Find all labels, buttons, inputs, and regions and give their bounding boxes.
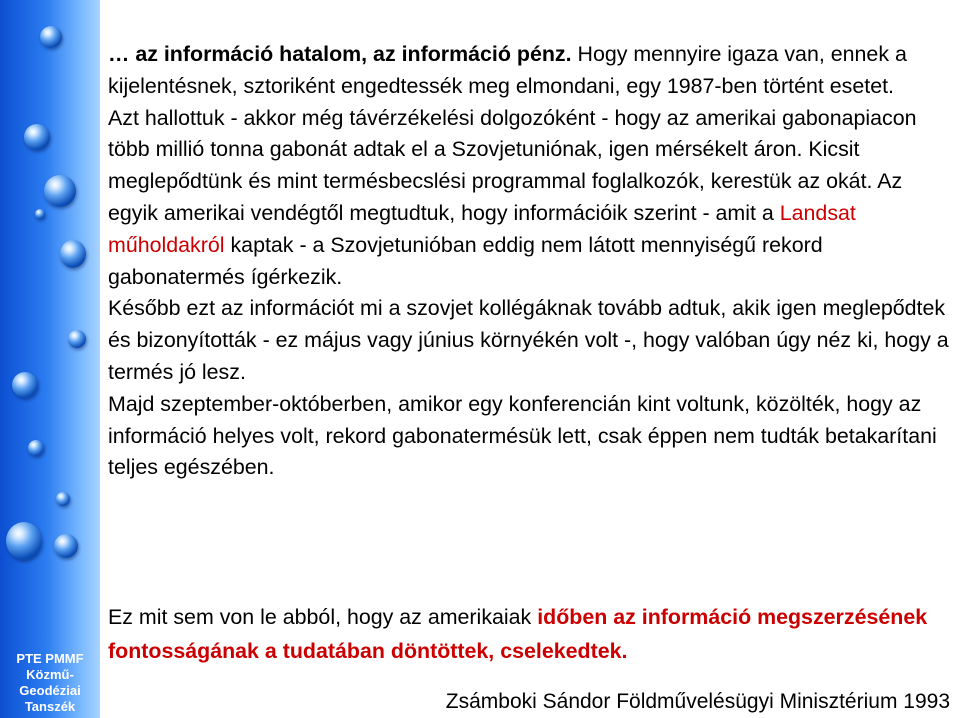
department-label-line: PTE PMMF [16, 651, 84, 666]
paragraph-autumn: Majd szeptember-októberben, amikor egy konferencián kint voltunk, közölték, hogy az információ helyes volt, rekord gabonatermésük lett, csak éppen nem tudták betakarítani teljes egészében. [108, 391, 937, 480]
bubble-decoration [56, 492, 70, 506]
conclusion-plain: Ez mit sem von le abból, hogy az amerikaiak [108, 605, 538, 629]
conclusion-paragraph [108, 600, 953, 668]
intro-bold-statement: … az információ hatalom, az információ pénz. [108, 42, 572, 66]
paragraph-intro [108, 39, 953, 103]
department-label-line: Közmű- [26, 667, 74, 682]
bubble-decoration [28, 440, 44, 456]
bubble-decoration [24, 124, 50, 150]
sidebar [0, 0, 100, 718]
department-label-line: Tanszék [24, 699, 76, 714]
bubble-decoration [44, 175, 76, 207]
story-text-before: Azt hallottuk - akkor még távérzékelési dolgozóként - hogy az amerikai gabonapiacon több millió tonna gabonát adtak el a Szovjetuniónak, igen mérsékelt áron. Kicsit meglepődtünk és mint termésbecslési programmal foglalkozók, kerestük az okát. Az egyik amerikai vendégtől megtudtuk, hogy információik szerint - amit a [108, 105, 917, 225]
conclusion-highlight: időben az információ megszerzésének fontosságának a tudatában döntöttek, cselekedtek. [108, 605, 928, 663]
bubble-decoration [60, 240, 86, 268]
main-text [108, 39, 953, 484]
paragraph-story [108, 103, 953, 294]
department-label-line: Geodéziai [19, 683, 81, 698]
bubble-decoration [54, 534, 78, 558]
bubble-decoration [40, 26, 62, 48]
intro-rest: Hogy mennyire igaza van, ennek a kijelentésnek, sztoriként engedtessék meg elmondani, egy 1987-ben történt esetet. [108, 42, 907, 98]
bubble-decoration [35, 209, 45, 219]
bubble-decoration [68, 330, 86, 348]
bubble-decoration [12, 372, 38, 398]
bubble-decoration [6, 522, 42, 560]
citation: Zsámboki Sándor Földművelésügyi Minisztérium 1993 [445, 690, 950, 713]
story-text-after: kaptak - a Szovjetunióban eddig nem látott mennyiségű rekord gabonatermés ígérkezik. [108, 232, 823, 289]
department-label [0, 651, 100, 715]
landsat-highlight: Landsat műholdakról [108, 200, 856, 257]
paragraph-later: Később ezt az információt mi a szovjet kollégáknak tovább adtuk, akik igen meglepődtek és bizonyították - ez május vagy június környékén volt -, hogy valóban úgy néz ki, hogy a termés jó lesz. [108, 296, 949, 384]
